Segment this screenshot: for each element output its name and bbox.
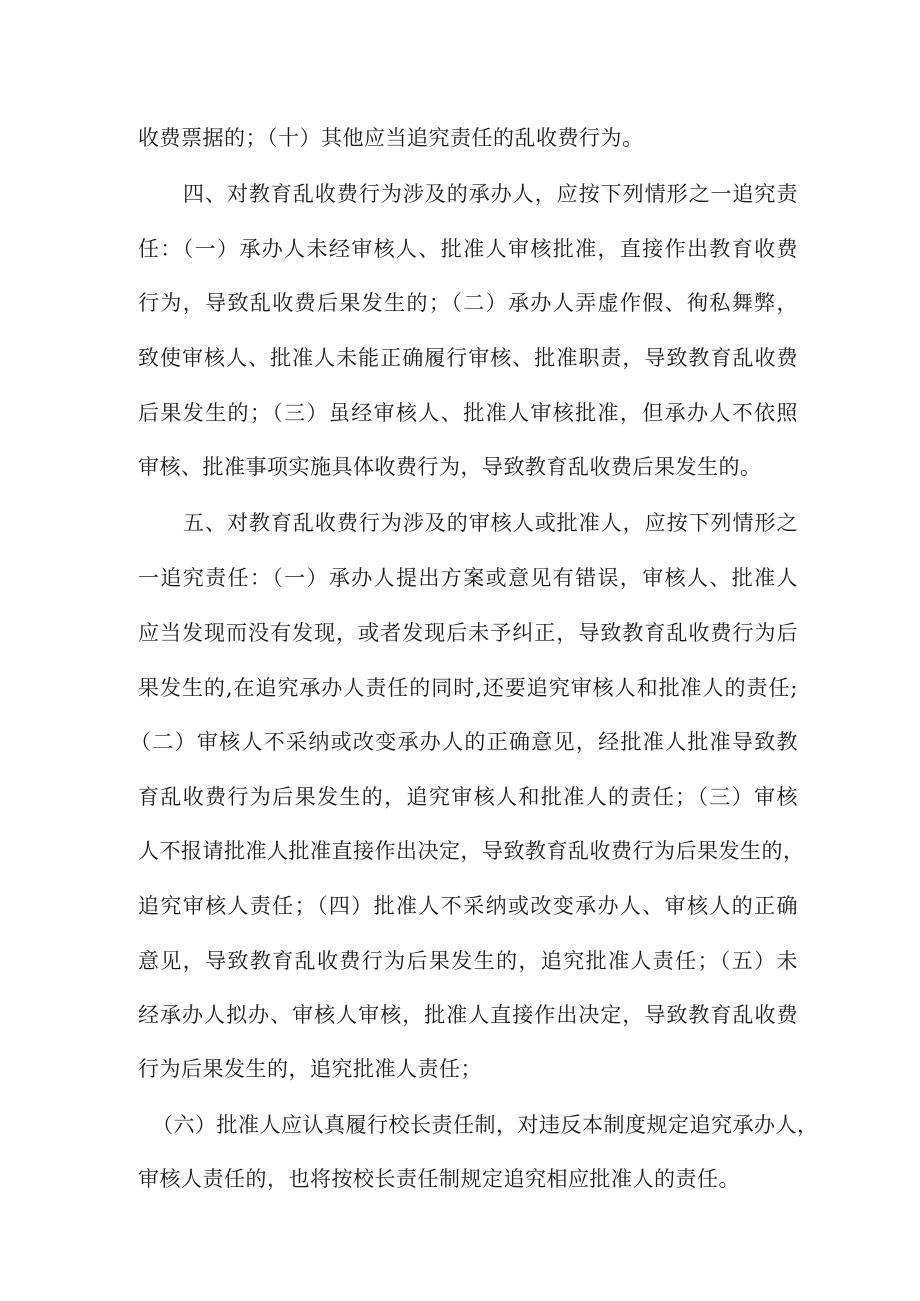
- text-line: 果发生的,在追究承办人责任的同时,还要追究审核人和批准人的责任;: [138, 676, 798, 700]
- text-line: 后果发生的；（三）虽经审核人、批准人审核批准，但承办人不依照: [138, 401, 798, 425]
- text-line: 致使审核人、批准人未能正确履行审核、批准职责，导致教育乱收费: [138, 346, 798, 370]
- text-line: 任：（一）承办人未经审核人、批准人审核批准，直接作出教育收费: [138, 237, 798, 261]
- paragraph-4-first-line: 四、对教育乱收费行为涉及的承办人，应按下列情形之一追究责: [183, 182, 798, 206]
- text-line: 审核、批准事项实施具体收费行为，导致教育乱收费后果发生的。: [138, 455, 762, 479]
- text-line: 收费票据的；（十）其他应当追究责任的乱收费行为。: [138, 126, 644, 150]
- text-line: 行为后果发生的，追究批准人责任；: [138, 1057, 482, 1081]
- text-line: 追究审核人责任；（四）批准人不采纳或改变承办人、审核人的正确: [138, 894, 798, 918]
- text-line: 应当发现而没有发现，或者发现后未予纠正，导致教育乱收费行为后: [138, 621, 798, 645]
- text-line: 育乱收费行为后果发生的，追究审核人和批准人的责任；（三）审核: [138, 785, 798, 809]
- text-line: （二）审核人不采纳或改变承办人的正确意见，经批准人批准导致教: [130, 730, 798, 754]
- text-line: 审核人责任的，也将按校长责任制规定追究相应批准人的责任。: [138, 1167, 740, 1191]
- text-line: 意见，导致教育乱收费行为后果发生的，追究批准人责任；（五）未: [138, 949, 798, 973]
- paragraph-5-first-line: 五、对教育乱收费行为涉及的审核人或批准人，应按下列情形之: [183, 511, 798, 535]
- text-line: 行为，导致乱收费后果发生的；（二）承办人弄虚作假、徇私舞弊，: [138, 291, 798, 315]
- text-line: 经承办人拟办、审核人审核，批准人直接作出决定，导致教育乱收费: [138, 1003, 798, 1027]
- text-line: 一追究责任：（一）承办人提出方案或意见有错误，审核人、批准人: [138, 566, 798, 590]
- paragraph-6-first-line: （六）批准人应认真履行校长责任制，对违反本制度规定追究承办人，: [152, 1113, 819, 1137]
- text-line: 人不报请批准人批准直接作出决定，导致教育乱收费行为后果发生的，: [138, 839, 805, 863]
